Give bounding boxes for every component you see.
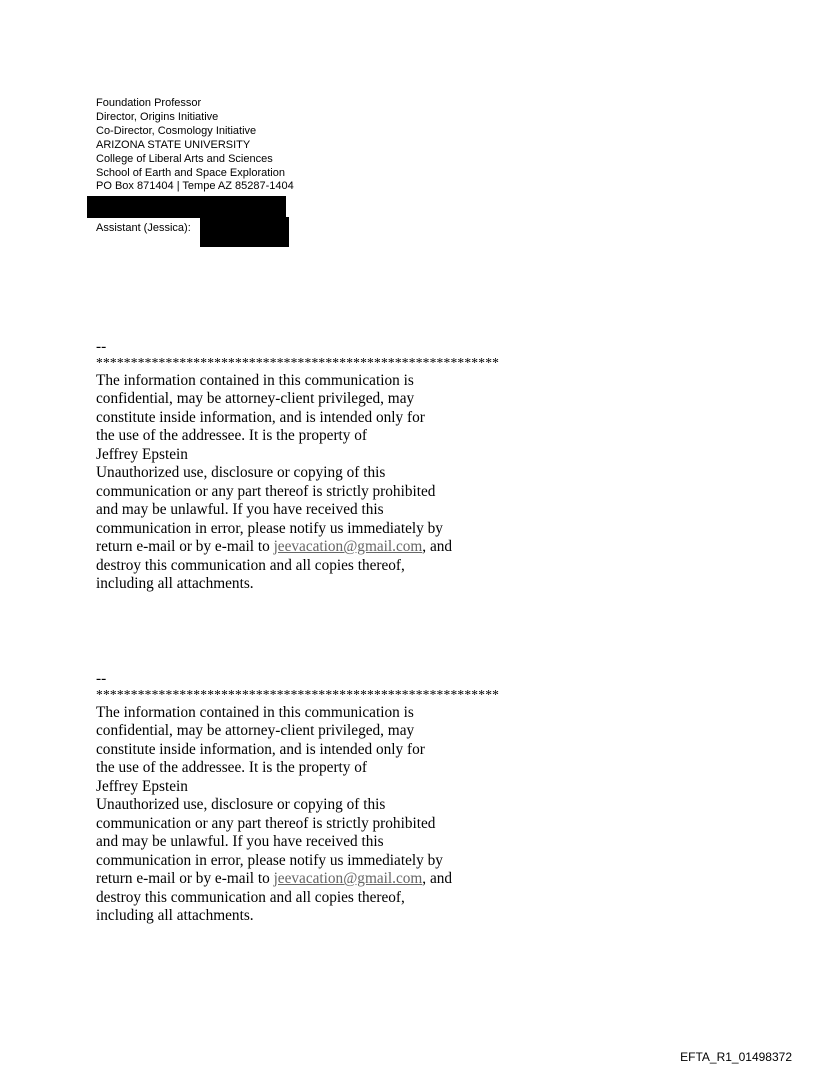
disclaimer-line: and may be unlawful. If you have received this xyxy=(96,833,384,851)
disclaimer-line: communication or any part thereof is strictly prohibited xyxy=(96,814,436,832)
disclaimer-block xyxy=(96,340,499,593)
redaction-bar xyxy=(87,196,286,218)
disclaimer-line: Jeffrey Epstein xyxy=(96,445,188,463)
disclaimer-line: destroy this communication and all copies thereof, xyxy=(96,556,405,574)
disclaimer-line: Unauthorized use, disclosure or copying of this xyxy=(96,796,386,814)
signature-line: School of Earth and Space Exploration xyxy=(96,166,285,179)
assistant-label: Assistant (Jessica): xyxy=(96,222,191,234)
email-suffix: , and xyxy=(422,538,453,556)
disclaimer-line: constitute inside information, and is intended only for xyxy=(96,408,425,426)
signature-line: Co-Director, Cosmology Initiative xyxy=(96,124,257,137)
separator-stars: ********************************************************** xyxy=(96,355,500,370)
disclaimer-line: communication in error, please notify us immediately by xyxy=(96,519,443,537)
disclaimer-line: constitute inside information, and is intended only for xyxy=(96,740,425,758)
separator-dashes: -- xyxy=(96,338,107,355)
email-prefix: return e-mail or by e-mail to xyxy=(96,870,274,888)
disclaimer-email-line xyxy=(96,538,499,556)
signature-line: College of Liberal Arts and Sciences xyxy=(96,152,273,165)
disclaimer-line: Jeffrey Epstein xyxy=(96,777,188,795)
disclaimer-line: communication in error, please notify us immediately by xyxy=(96,851,443,869)
disclaimer-line: confidential, may be attorney-client privileged, may xyxy=(96,722,415,740)
disclaimer-line: and may be unlawful. If you have received this xyxy=(96,501,384,519)
disclaimer-line: confidential, may be attorney-client privileged, may xyxy=(96,390,415,408)
signature-line: ARIZONA STATE UNIVERSITY xyxy=(96,138,251,151)
signature-line: Foundation Professor xyxy=(96,97,202,109)
signature-line: Director, Origins Initiative xyxy=(96,110,219,123)
disclaimer-line: including all attachments. xyxy=(96,574,254,592)
signature-line: PO Box 871404 | Tempe AZ 85287-1404 xyxy=(96,180,294,193)
email-prefix: return e-mail or by e-mail to xyxy=(96,538,274,556)
separator-stars: ********************************************************** xyxy=(96,687,500,702)
redaction-bar xyxy=(200,217,289,247)
disclaimer-line: communication or any part thereof is strictly prohibited xyxy=(96,482,436,500)
disclaimer-line: Unauthorized use, disclosure or copying of this xyxy=(96,464,386,482)
email-link[interactable]: jeevacation@gmail.com xyxy=(273,538,423,556)
disclaimer-line: the use of the addressee. It is the property of xyxy=(96,759,368,777)
disclaimer-block xyxy=(96,672,499,925)
separator-dashes: -- xyxy=(96,670,107,687)
email-suffix: , and xyxy=(422,870,453,888)
disclaimer-line: The information contained in this communication is xyxy=(96,704,414,721)
signature-block xyxy=(96,97,294,194)
document-id: EFTA_R1_01498372 xyxy=(680,1050,792,1064)
email-link[interactable]: jeevacation@gmail.com xyxy=(273,870,423,888)
disclaimer-line: The information contained in this communication is xyxy=(96,372,414,389)
disclaimer-line: including all attachments. xyxy=(96,906,254,924)
disclaimer-line: the use of the addressee. It is the property of xyxy=(96,427,368,445)
disclaimer-line: destroy this communication and all copies thereof, xyxy=(96,888,405,906)
disclaimer-email-line xyxy=(96,870,499,888)
